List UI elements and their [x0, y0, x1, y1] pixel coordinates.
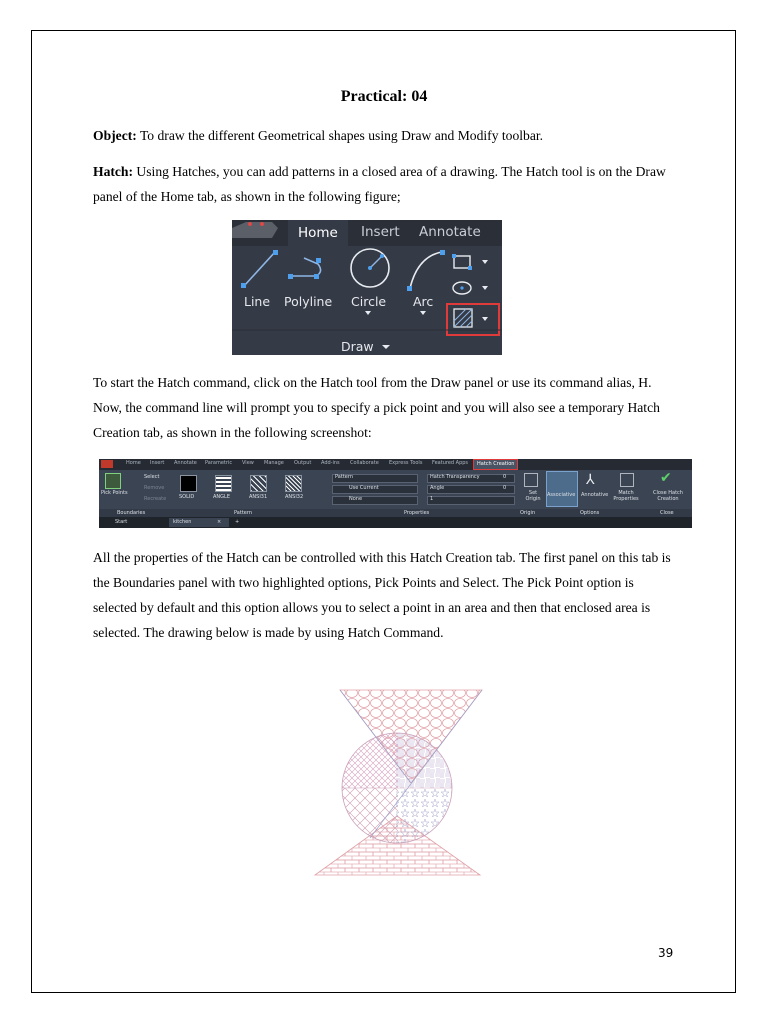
app-menu-icon[interactable] [101, 460, 113, 468]
hatch-type-value: Pattern [335, 474, 353, 480]
ribbon-tab-express-tools[interactable]: Express Tools [389, 460, 423, 466]
boundaries-panel-title[interactable]: Boundaries [117, 510, 146, 516]
line-icon [244, 252, 275, 286]
pattern-solid-swatch[interactable] [180, 475, 197, 492]
match-properties-label[interactable]: Match Properties [613, 490, 639, 502]
ribbon-tab-insert[interactable]: Insert [150, 460, 165, 466]
annotative-icon[interactable]: ⅄ [586, 472, 595, 488]
ribbon-tab-home[interactable]: Home [126, 460, 141, 466]
options-panel-title[interactable]: Options [580, 510, 600, 516]
close-hatch-creation-label[interactable]: Close Hatch Creation [653, 490, 683, 502]
pick-points-icon[interactable] [105, 473, 121, 489]
ribbon-tab-output[interactable]: Output [294, 460, 312, 466]
draw-panel-figure [232, 220, 502, 355]
ribbon-tab-parametric[interactable]: Parametric [205, 460, 233, 466]
pick-points-label[interactable]: Pick Points [101, 490, 128, 496]
pattern-angle-swatch[interactable] [215, 475, 232, 492]
annotative-label[interactable]: Annotative [581, 492, 609, 498]
hatch-properties-paragraph: All the properties of the Hatch can be controlled with this Hatch Creation tab. The first panel on this tab is the Boundaries panel with two highlighted options, Pick Points and Select. The Pick Point option is selected by default and this option allows you to select a point in an area and then that enclosed area is selected. The drawing below is made by using Hatch Command. [93, 550, 671, 640]
draw-panel-title[interactable]: Draw [341, 339, 374, 354]
ribbon-tab-hatch-creation[interactable]: Hatch Creation [473, 459, 518, 470]
draw-panel-graphics [232, 220, 502, 355]
hatch-creation-ribbon-figure [99, 459, 692, 528]
file-tab-kitchen[interactable]: kitchen [173, 519, 192, 525]
origin-panel-title[interactable]: Origin [520, 510, 536, 516]
angle-label: Angle [430, 485, 445, 491]
hatch-text: Using Hatches, you can add patterns in a closed area of a drawing. The Hatch tool is on the Draw panel of the Home tab, as shown in the following figure; [93, 164, 666, 204]
ribbon-tab-addins[interactable]: Add-ins [321, 460, 340, 466]
background-color-dropdown[interactable] [332, 496, 418, 505]
line-tool-label[interactable]: Line [244, 294, 271, 309]
hatch-label: Hatch: [93, 164, 134, 179]
pattern-ansi32-swatch[interactable] [285, 475, 302, 492]
pattern-ansi31-label[interactable]: ANSI31 [249, 494, 268, 500]
ribbon-tab-annotate[interactable]: Annotate [174, 460, 197, 466]
close-checkmark-icon[interactable]: ✔ [660, 470, 672, 486]
transparency-label: Hatch Transparency [430, 474, 480, 480]
associative-label: Associative [547, 492, 576, 498]
set-origin-icon[interactable] [524, 473, 538, 487]
close-tab-icon[interactable]: × [217, 519, 222, 525]
ribbon-tab-view[interactable]: View [242, 460, 254, 466]
angle-value: 0 [503, 485, 507, 491]
properties-panel-title[interactable]: Properties [404, 510, 430, 516]
set-origin-label[interactable]: Set Origin [525, 490, 541, 502]
associative-button[interactable] [546, 471, 578, 507]
page-title: Practical: 04 [340, 88, 428, 105]
object-label: Object: [93, 128, 137, 143]
ribbon-tabs [99, 459, 692, 470]
ribbon-tab-featured-apps[interactable]: Featured Apps [432, 460, 469, 466]
hatch-paragraph [93, 159, 678, 209]
match-properties-icon[interactable] [620, 473, 634, 487]
page-number: 39 [658, 946, 674, 960]
rectangle-icon [454, 256, 470, 268]
object-paragraph [93, 123, 678, 148]
select-label[interactable]: Select [144, 474, 160, 480]
hatch-color-value: Use Current [349, 485, 379, 491]
window-control-icon [232, 222, 278, 238]
arc-tool-label[interactable]: Arc [413, 294, 434, 309]
hatch-icon [454, 309, 472, 327]
circle-tool-label[interactable]: Circle [351, 294, 387, 309]
scale-field[interactable] [427, 496, 515, 505]
ribbon-panel-titles [99, 509, 692, 517]
file-tab-bar [99, 517, 692, 528]
scale-value: 1 [430, 496, 434, 502]
pattern-ansi32-label[interactable]: ANSI32 [285, 494, 304, 500]
tab-annotate[interactable]: Annotate [419, 224, 481, 240]
polyline-icon [290, 258, 321, 276]
hatch-command-paragraph: To start the Hatch command, click on the Hatch tool from the Draw panel or use its command alias, H. Now, the command line will prompt you to specify a pick point and you will also see a temporary Hatch Creation tab, as shown in the following screenshot: [93, 375, 660, 440]
pattern-ansi31-swatch[interactable] [250, 475, 267, 492]
pattern-angle-label[interactable]: ANGLE [213, 494, 230, 500]
new-tab-icon[interactable]: + [235, 519, 240, 525]
hatch-drawing-figure [310, 688, 485, 878]
object-text: To draw the different Geometrical shapes using Draw and Modify toolbar. [136, 128, 544, 143]
remove-label[interactable]: Remove [144, 485, 165, 491]
polyline-tool-label[interactable]: Polyline [284, 294, 333, 309]
transparency-value: 0 [503, 474, 507, 480]
ribbon-tab-collaborate[interactable]: Collaborate [350, 460, 379, 466]
pattern-solid-label[interactable]: SOLID [179, 494, 195, 500]
arc-icon [410, 252, 442, 288]
ribbon-tab-manage[interactable]: Manage [264, 460, 284, 466]
background-color-value: None [349, 496, 363, 502]
recreate-label[interactable]: Recreate [144, 496, 167, 502]
tab-insert[interactable]: Insert [361, 224, 400, 240]
file-tab-start[interactable]: Start [115, 519, 128, 525]
tab-home[interactable]: Home [288, 220, 348, 246]
close-panel-title: Close [660, 510, 674, 516]
pattern-panel-title: Pattern [234, 510, 252, 516]
